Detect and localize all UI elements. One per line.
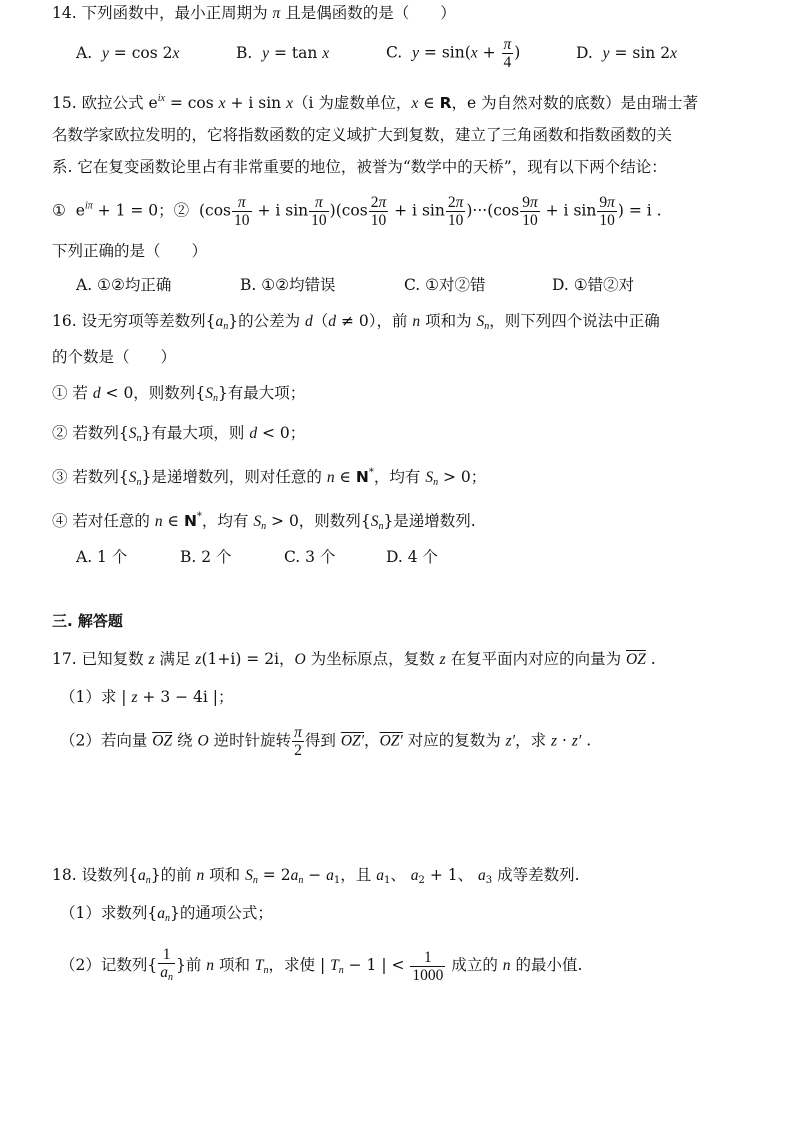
q16-option-b: B. 2 个 xyxy=(180,548,232,566)
q17-part-1: （1）求 | z + 3 − 4i |； xyxy=(60,688,234,706)
q18-part-2: （2）记数列{ $\frac{1}{a_n}$ }前 n 项和 $T_n$，求使 | $T_n - 1$ | < $\frac{1}{1000}$ 成立的 n 的最小值. xyxy=(60,946,583,984)
q15-line-1: 15. 欧拉公式 $e^{ix} = \cos x + i$ sin x（i 为虚数单位，x ∈ R，e 为自然对数的底数）是由瑞士著 xyxy=(52,93,699,112)
q16-statement-2: ② 若数列$\{S_n\}$有最大项，则 d < 0； xyxy=(52,424,306,444)
q15-option-c: C. ①对②错 xyxy=(404,276,486,294)
q15-line-3: 系. 它在复变函数论里占有非常重要的地位，被誉为“数学中的天桥”，现有以下两个结论： xyxy=(52,158,667,176)
q17-part-2: （2）若向量 $\overline{OZ}$ 绕 O 逆时针旋转 $\frac{\pi}{2}$ 得到 OZ′，OZ′ 对应的复数为 z′，求 z · z′ . xyxy=(60,724,592,759)
q18-stem: 18. 设数列$\{a_n\}$的前 n 项和 $S_n = 2a_n - a_1$，且 $a_1$、 $a_2 + 1$、 $a_3$ 成等差数列. xyxy=(52,866,580,886)
q15-conclusions: ① $e^{i\pi} + 1 = 0$；② (cos $\frac{\pi}{10}$ + i sin $\frac{\pi}{10}$ )(cos $\frac{2\pi}{10}$ + i sin $\frac{2\pi}{10}$ )···(cos $\frac{9\pi}{10}$ + i sin $\frac{9\pi}{10}$ ) = i . xyxy=(52,194,662,229)
q16-option-d: D. 4 个 xyxy=(386,548,439,566)
q16-option-a: A. 1 个 xyxy=(76,548,128,566)
q16-statement-4: ④ 若对任意的 n ∈ N*，均有 $S_n > 0$，则数列$\{S_n\}$是递增数列. xyxy=(52,511,476,532)
q16-line-1: 16. 设无穷项等差数列$\{a_n\}$的公差为 d（d ≠ 0），前 n 项和为 $S_n$，则下列四个说法中正确 xyxy=(52,312,660,332)
q14-stem: 14. 下列函数中，最小正周期为 π 且是偶函数的是（ ） xyxy=(52,4,456,22)
q14-option-c: C. y = sin(x + $\frac{\pi}{4}$ ) xyxy=(386,36,521,71)
q14-option-d: D. y = sin 2x xyxy=(576,44,677,62)
section-heading: 三. 解答题 xyxy=(52,612,123,630)
q17-stem: 17. 已知复数 z 满足 z(1+i) = 2i，O 为坐标原点，复数 z 在复平面内对应的向量为 $\overline{OZ}$ . xyxy=(52,650,656,668)
q15-option-b: B. ①②均错误 xyxy=(240,276,336,294)
q15-line-2: 名数学家欧拉发明的，它将指数函数的定义域扩大到复数，建立了三角函数和指数函数的关 xyxy=(52,126,673,144)
q16-statement-1: ① 若 d < 0，则数列$\{S_n\}$有最大项； xyxy=(52,384,306,404)
q16-option-c: C. 3 个 xyxy=(284,548,336,566)
q14-option-b: B. y = tan x xyxy=(236,44,330,62)
q16-line-2: 的个数是（ ） xyxy=(52,348,177,366)
q15-option-a: A. ①②均正确 xyxy=(76,276,172,294)
q16-statement-3: ③ 若数列$\{S_n\}$是递增数列，则对任意的 n ∈ N*，均有 $S_n > 0$； xyxy=(52,467,487,488)
q14-option-a: A. y = cos 2x xyxy=(76,44,180,62)
q15-option-d: D. ①错②对 xyxy=(552,276,635,294)
q15-prompt: 下列正确的是（ ） xyxy=(52,242,208,260)
q18-part-1: （1）求数列$\{a_n\}$的通项公式； xyxy=(60,904,273,924)
